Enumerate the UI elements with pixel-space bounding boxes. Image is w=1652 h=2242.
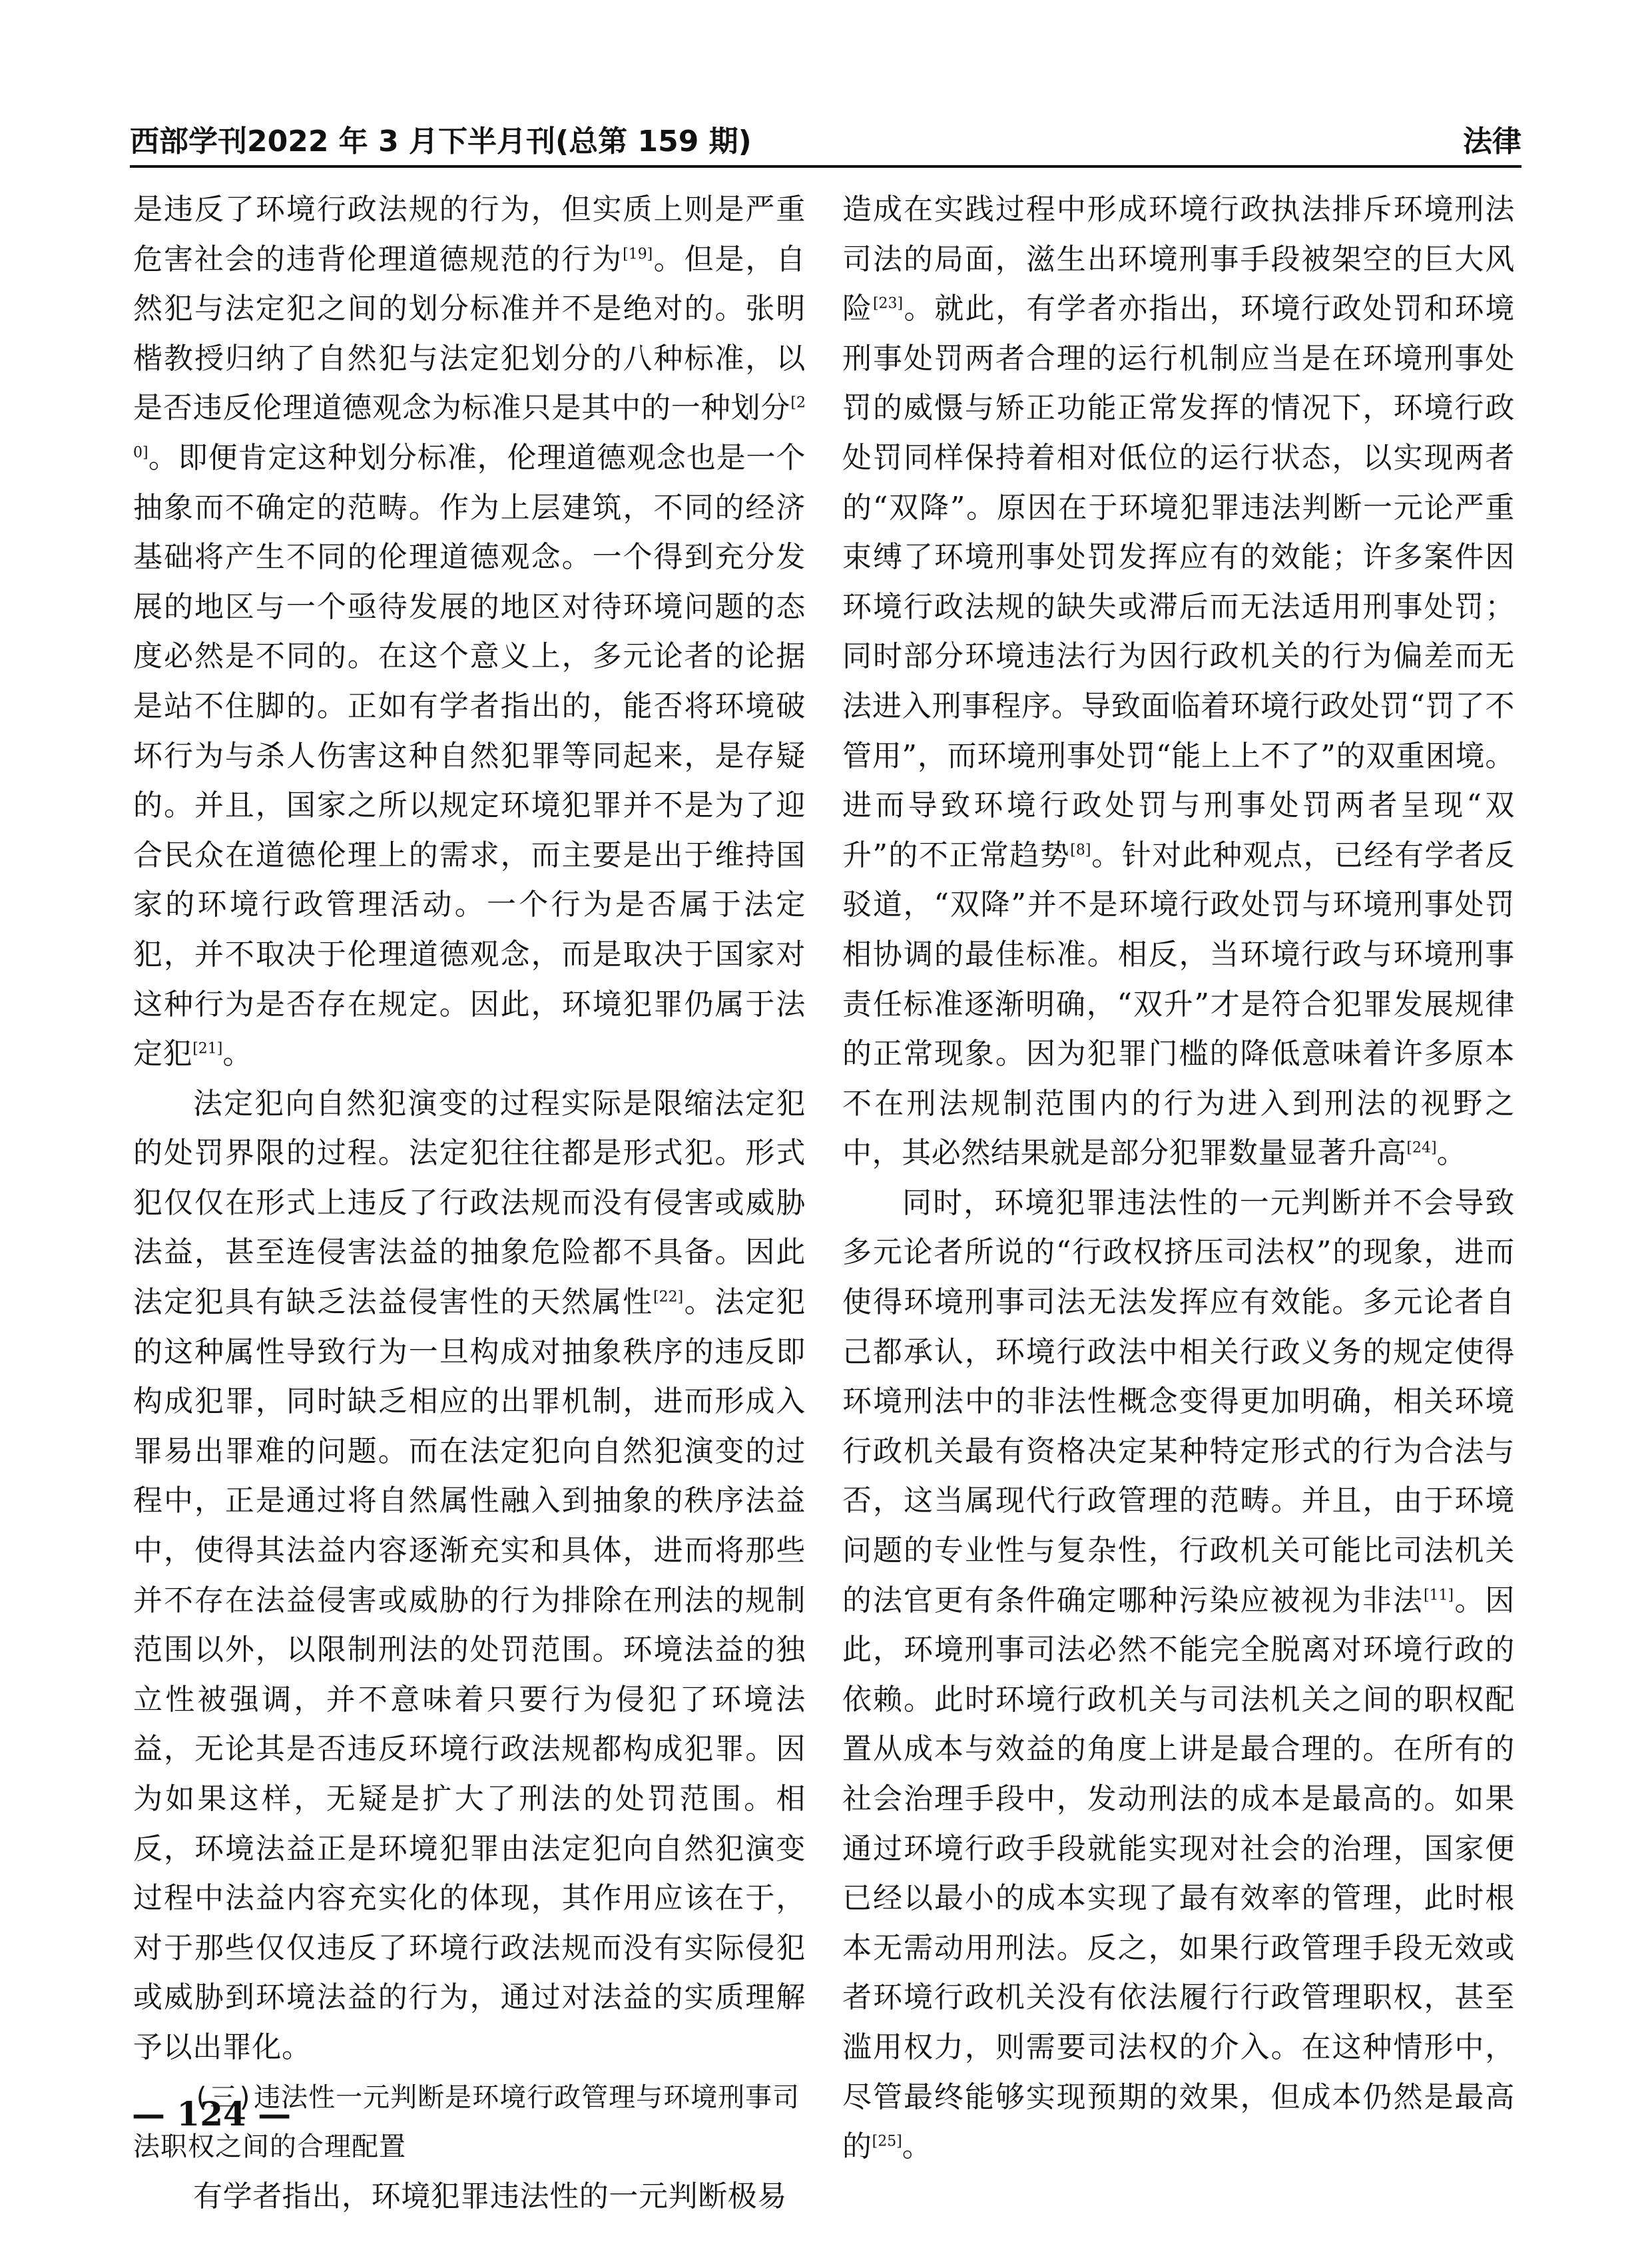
page-number: — 124 — <box>132 2094 292 2133</box>
paragraph <box>133 1079 806 2073</box>
text-run: 。就此，有学者亦指出，环境行政处罚和环境刑事处罚两者合理的运行机制应当是在环境刑事处罚的威慑与矫正功能正常发挥的情况下，环境行政处罚同样保持着相对低位的运行状态，以实现两者的“双降”。原因在于环境犯罪违法判断一元论严重束缚了环境刑事处罚发挥应有的效能；许多案件因环境行政法规的缺失或滞后而无法适用刑事处罚；同时部分环境违法行为因行政机关的行为偏差而无法进入刑事程序。导致面临着环境行政处罚“罚了不管用”，而环境刑事处罚“能上上不了”的双重困境。进而导致环境行政处罚与刑事处罚两者呈现“双升”的不正常趋势 <box>842 292 1515 872</box>
header-rule <box>130 165 1521 168</box>
issue-info: 2022 年 3 月下半月刊(总第 159 期) <box>247 125 752 158</box>
text-run: 。即便肯定这种划分标准，伦理道德观念也是一个抽象而不确定的范畴。作为上层建筑，不同的经济基础将产生不同的伦理道德观念。一个得到充分发展的地区与一个亟待发展的地区对待环境问题的态度必然是不同的。在这个意义上，多元论者的论据是站不住脚的。正如有学者指出的，能否将环境破坏行为与杀人伤害这种自然犯罪等同起来，是存疑的。并且，国家之所以规定环境犯罪并不是为了迎合民众在道德伦理上的需求，而主要是出于维持国家的环境行政管理活动。一个行为是否属于法定犯，并不取决于伦理道德观念，而是取决于国家对这种行为是否存在规定。因此，环境犯罪仍属于法定犯 <box>133 440 806 1071</box>
text-run: 。 <box>902 2129 932 2164</box>
running-header <box>130 113 1521 170</box>
left-column <box>133 185 806 2221</box>
paragraph: 有学者指出，环境犯罪违法性的一元判断极易 <box>193 2179 787 2213</box>
citation-ref: [21] <box>192 1040 223 1057</box>
paragraph <box>133 185 806 1079</box>
citation-ref: [25] <box>872 2133 902 2150</box>
right-column <box>842 185 1515 2172</box>
text-run: 。 <box>222 1037 252 1071</box>
citation-ref: [19] <box>623 245 653 262</box>
text-run: 。法定犯的这种属性导致行为一旦构成对抽象秩序的违反即构成犯罪，同时缺乏相应的出罪机制，进而形成入罪易出罪难的问题。而在法定犯向自然犯演变的过程中，正是通过将自然属性融入到抽象的秩序法益中，使得其法益内容逐渐充实和具体，进而将那些并不存在法益侵害或威胁的行为排除在刑法的规制范围以外，以限制刑法的处罚范围。环境法益的独立性被强调，并不意味着只要行为侵犯了环境法益，无论其是否违反环境行政法规都构成犯罪。因为如果这样，无疑是扩大了刑法的处罚范围。相反，环境法益正是环境犯罪由法定犯向自然犯演变过程中法益内容充实化的体现，其作用应该在于，对于那些仅仅违反了环境行政法规而没有实际侵犯或威胁到环境法益的行为，通过对法益的实质理解予以出罪化。 <box>133 1285 806 2064</box>
citation-ref: [24] <box>1406 1139 1437 1157</box>
text-run: 。针对此种观点，已经有学者反驳道，“双降”并不是环境行政处罚与环境刑事处罚相协调的最佳标准。相反，当环境行政与环境刑事责任标准逐渐明确，“双升”才是符合犯罪发展规律的正常现象。因为犯罪门槛的降低意味着许多原本不在刑法规制范围内的行为进入到刑法的视野之中，其必然结果就是部分犯罪数量显著升高 <box>842 838 1515 1171</box>
citation-ref: [8] <box>1070 842 1091 859</box>
text-run: 是违反了环境行政法规的行为，但实质上则是严重危害社会的违背伦理道德规范的行为 <box>133 192 806 276</box>
paragraph <box>842 185 1515 1179</box>
text-run: 。但是，自然犯与法定犯之间的划分标准并不是绝对的。张明楷教授归纳了自然犯与法定犯划分的八种标准，以是否违反伦理道德观念为标准只是其中的一种划分 <box>133 242 806 425</box>
journal-title <box>130 117 752 160</box>
citation-ref: [23] <box>872 295 904 312</box>
section-heading: (三)违法性一元判断是环境行政管理与环境刑事司法职权之间的合理配置 <box>133 2082 800 2163</box>
citation-ref: [20] <box>133 394 806 461</box>
text-run: 。 <box>1436 1136 1467 1171</box>
citation-ref: [22] <box>653 1288 684 1306</box>
text-run: 法定犯向自然犯演变的过程实际是限缩法定犯的处罚界限的过程。法定犯往往都是形式犯。形式犯仅仅在形式上违反了行政法规而没有侵害或威胁法益，甚至连侵害法益的抽象危险都不具备。因此法定犯具有缺乏法益侵害性的天然属性 <box>133 1086 806 1320</box>
section-label: 法律 <box>1463 125 1521 158</box>
journal-name: 西部学刊 <box>130 125 247 158</box>
text-run: 。因此，环境刑事司法必然不能完全脱离对环境行政的依赖。此时环境行政机关与司法机关之间的职权配置从成本与效益的角度上讲是最合理的。在所有的社会治理手段中，发动刑法的成本是最高的。如果通过环境行政手段就能实现对社会的治理，国家便已经以最小的成本实现了最有效率的管理，此时根本无需动用刑法。反之，如果行政管理手段无效或者环境行政机关没有依法履行行政管理职权，甚至滥用权力，则需要司法权的介入。在这种情形中，尽管最终能够实现预期的效果，但成本仍然是最高的 <box>842 1583 1515 2164</box>
text-run: 造成在实践过程中形成环境行政执法排斥环境刑法司法的局面，滋生出环境刑事手段被架空的巨大风险 <box>842 192 1515 326</box>
paragraph <box>842 1179 1515 2172</box>
citation-ref: [11] <box>1423 1586 1454 1603</box>
text-run: 同时，环境犯罪违法性的一元判断并不会导致多元论者所说的“行政权挤压司法权”的现象，进而使得环境刑事司法无法发挥应有效能。多元论者自己都承认，环境行政法中相关行政义务的规定使得环境刑法中的非法性概念变得更加明确，相关环境行政机关最有资格决定某种特定形式的行为合法与否，这当属现代行政管理的范畴。并且，由于环境问题的专业性与复杂性，行政机关可能比司法机关的法官更有条件确定哪种污染应被视为非法 <box>842 1185 1515 1617</box>
